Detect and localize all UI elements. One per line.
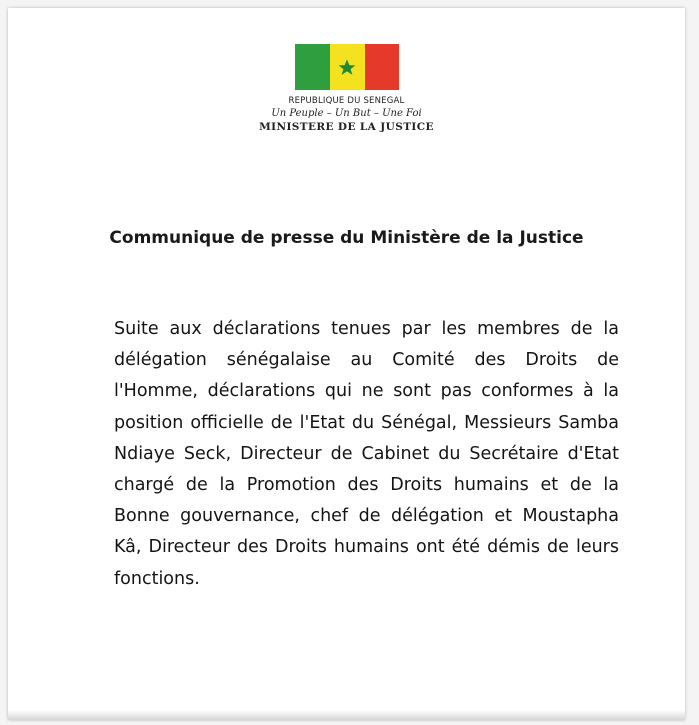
document-page [8, 8, 685, 720]
letterhead [8, 44, 685, 133]
ministry-name: MINISTERE DE LA JUSTICE [259, 121, 434, 133]
press-release-body: Suite aux déclarations tenues par les membres de la délégation sénégalaise au Comité des Droits de l'Homme, déclarations qui ne sont pas conformes à la position officielle de l'Etat du Sénégal, Messieurs Samba Ndiaye Seck, Directeur de Cabinet du Secrétaire d'Etat chargé de la Promotion des Droits humains et de la Bonne gouvernance, chef de délégation et Moustapha Kâ, Directeur des Droits humains ont été démis de leurs fonctions. [114, 319, 619, 589]
senegal-flag-icon [295, 44, 399, 90]
document-title: Communique de presse du Ministère de la Justice [109, 228, 584, 248]
page-edge-shadow [8, 710, 685, 720]
republic-name: REPUBLIQUE DU SENEGAL [288, 96, 405, 106]
national-motto: Un Peuple – Un But – Une Foi [271, 108, 422, 119]
